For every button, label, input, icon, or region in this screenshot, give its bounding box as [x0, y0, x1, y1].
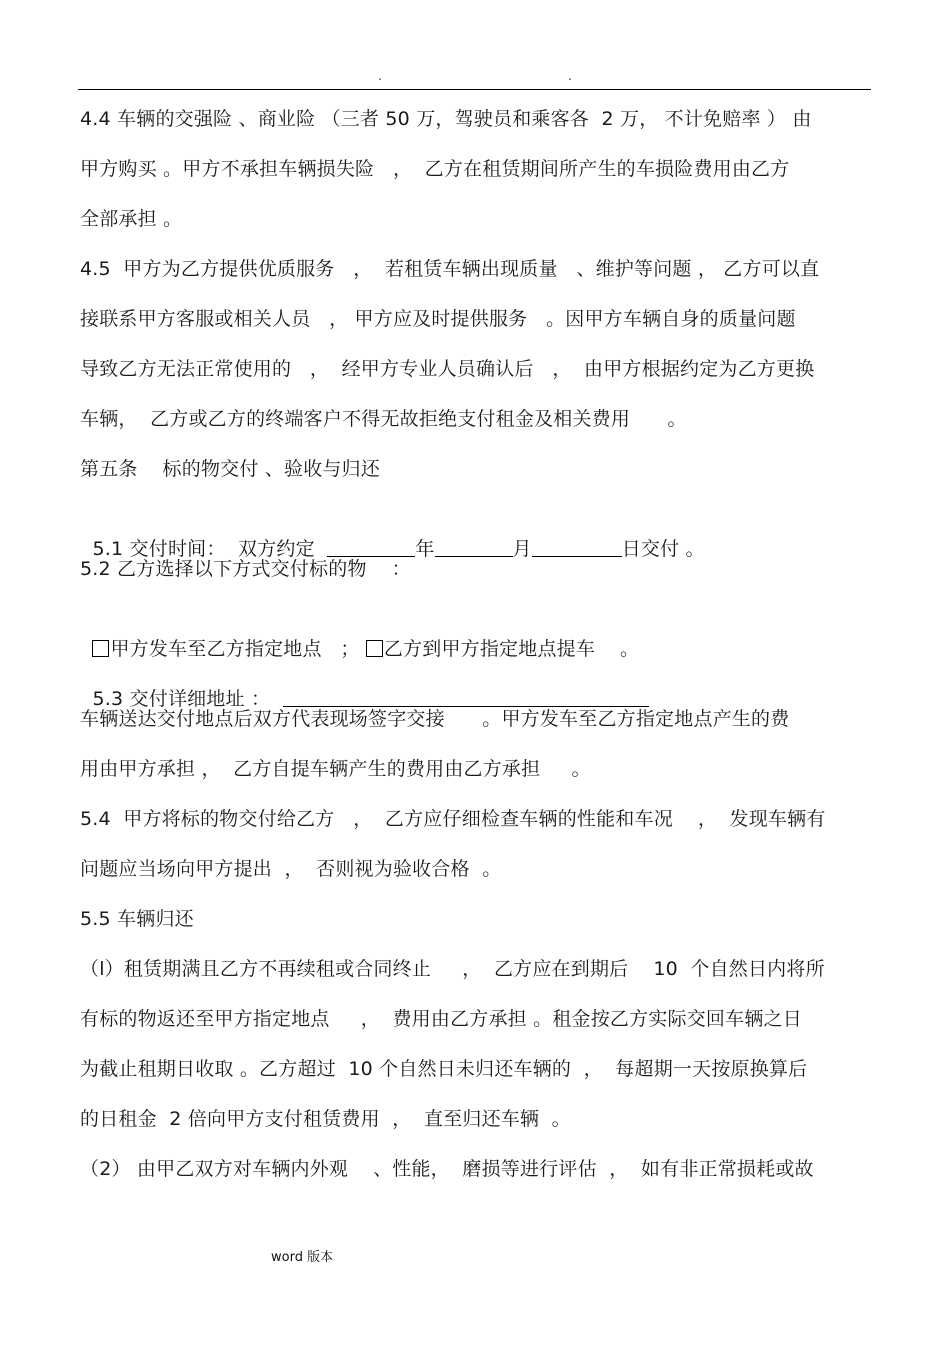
clause-5-5-1-line-3: 为截止租期日收取 。乙方超过 10 个自然日未归还车辆的 ， 每超期一天按原换算后 [80, 1058, 808, 1080]
header-dot-left: . [378, 69, 382, 83]
clause-5-5-1-line-2: 有标的物返还至甲方指定地点 ， 费用由乙方承担 。租金按乙方实际交回车辆之日 [80, 1008, 802, 1030]
clause-5-3 [80, 654, 649, 710]
year-label: 年 [415, 538, 435, 560]
clause-5-5-2-line-1: （2） 由甲乙双方对车辆内外观 、性能， 磨损等进行评估 ， 如有非正常损耗或故 [80, 1158, 814, 1180]
option2-label: 乙方到甲方指定地点提车 。 [383, 638, 640, 660]
header-dot-right: . [568, 69, 572, 83]
clause-5-4-line-1: 5.4 甲方将标的物交付给乙方 ， 乙方应仔细检查车辆的性能和车况 ， 发现车辆有 [80, 808, 826, 830]
clause-4-4-line-3: 全部承担 。 [80, 208, 183, 230]
article-5-title: 第五条 标的物交付 、验收与归还 [80, 458, 380, 480]
day-blank [532, 534, 622, 557]
clause-5-3-line-1: 车辆送达交付地点后双方代表现场签字交接 。甲方发车至乙方指定地点产生的费 [80, 708, 790, 730]
option1-label: 甲方发车至乙方指定地点 ； [110, 638, 366, 660]
clause-4-5-line-1: 4.5 甲方为乙方提供优质服务 ， 若租赁车辆出现质量 、维护等问题 ， 乙方可以直 [80, 258, 820, 280]
month-label: 月 [512, 538, 532, 560]
clause-5-3-label: 5.3 交付详细地址 ： [92, 688, 283, 710]
clause-5-1-prefix: 5.1 交付时间： 双方约定 [92, 538, 328, 560]
header-rule [78, 89, 871, 90]
clause-5-1 [80, 504, 705, 560]
month-blank [435, 534, 513, 557]
clause-5-2: 5.2 乙方选择以下方式交付标的物 ： [80, 558, 411, 580]
clause-5-2-options [80, 604, 640, 660]
clause-5-5-1-line-4: 的日租金 2 倍向甲方支付租赁费用 ， 直至归还车辆 。 [80, 1108, 571, 1130]
footer-version: word 版本 [271, 1250, 334, 1265]
clause-5-3-line-2: 用由甲方承担 ， 乙方自提车辆产生的费用由乙方承担 。 [80, 758, 591, 780]
clause-5-5-1-line-1: （l）租赁期满且乙方不再续租或合同终止 ， 乙方应在到期后 10 个自然日内将所 [80, 958, 825, 980]
day-suffix: 日交付 。 [621, 538, 705, 560]
clause-5-5-title: 5.5 车辆归还 [80, 908, 194, 930]
clause-4-4-line-1: 4.4 车辆的交强险 、商业险 （三者 50 万，驾驶员和乘客各 2 万， 不计免赔率 ） 由 [80, 108, 812, 130]
clause-4-5-line-4: 车辆， 乙方或乙方的终端客户不得无故拒绝支付租金及相关费用 。 [80, 408, 687, 430]
clause-4-4-line-2: 甲方购买 。甲方不承担车辆损失险 ， 乙方在租赁期间所产生的车损险费用由乙方 [80, 158, 790, 180]
clause-4-5-line-2: 接联系甲方客服或相关人员 ， 甲方应及时提供服务 。因甲方车辆自身的质量问题 [80, 308, 796, 330]
clause-4-5-line-3: 导致乙方无法正常使用的 ， 经甲方专业人员确认后 ， 由甲方根据约定为乙方更换 [80, 358, 815, 380]
clause-5-4-line-2: 问题应当场向甲方提出 ， 否则视为验收合格 。 [80, 858, 502, 880]
